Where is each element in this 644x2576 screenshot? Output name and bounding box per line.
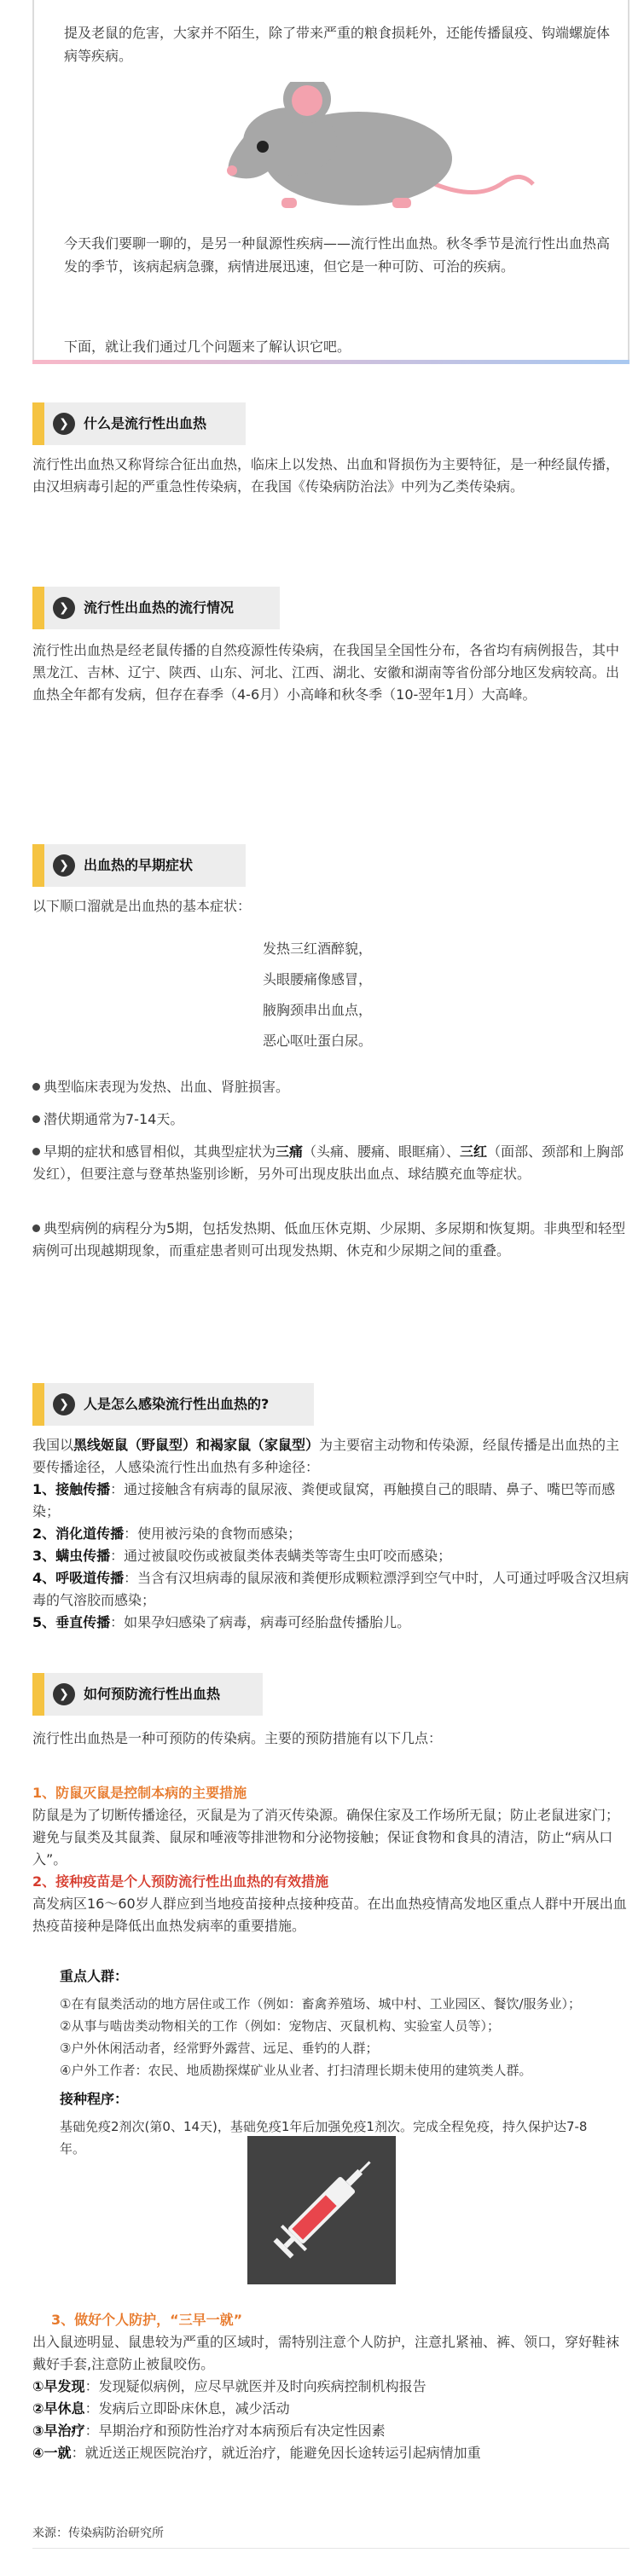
symptom-bullet-2: 潜伏期通常为7-14天。 [32,1109,629,1131]
section-title: 流行性出血热的流行情况 [84,599,235,616]
schedule-title: 接种程序： [60,2091,129,2107]
intro-paragraph-2: 今天我们要聊一聊的，是另一种鼠源性疾病——流行性出血热。秋冬季节是流行性出血热高发的季节，该病起病急骤，病情进展迅速，但它是一种可防、可治的疾病。 [64,235,611,275]
mouse-illustration [179,82,537,218]
key-group-item: ②从事与啮齿类动物相关的工作（例如：宠物店、灭鼠机构、实验室人员等）； [60,2018,500,2034]
bullet-icon [32,1224,40,1232]
source-credit: 来源：传染病防治研究所 [32,2527,164,2540]
syringe-icon [247,2136,396,2284]
rhyme-line: 腋胸颈串出血点， [263,1002,373,1018]
rhyme-line: 恶心呕吐蛋白尿。 [263,1033,373,1049]
section-2-body: 流行性出血热是经老鼠传播的自然疫源性传染病，在我国呈全国性分布，各省均有病例报告，其中黑龙江、吉林、辽宁、陕西、山东、河北、江西、湖北、安徽和湖南等省份部分地区发病较高。出血热全年都有发病，但存在春季（4-6月）小高峰和秋冬季（10-翌年1月）大高峰。 [32,642,620,703]
symptoms-rhyme [263,934,519,1056]
infection-body: 我国以黑线姬鼠（野鼠型）和褐家鼠（家鼠型）为主要宿主动物和传染源，经鼠传播是出血热的主要传播途径，人感染流行性出血热有多种途径： 1、接触传播：通过接触含有病毒的鼠尿液、粪便或鼠窝，再触摸自己的眼睛、鼻子、嘴巴等而感染； 2、消化道传播：使用被污染的食物而感染； 3、螨虫传播：通过被鼠咬伤或被鼠类体表螨类等寄生虫叮咬而感染； 4、呼吸道传播：当含有汉坦病毒的鼠尿液和粪便形成颗粒漂浮到空气中时，人可通过呼吸含汉坦病毒的气溶胶而感染； 5、垂直传播：如果孕妇感染了病毒，病毒可经胎盘传播胎儿。 [32,1434,629,1634]
intro-paragraph-3: 下面，就让我们通过几个问题来了解认识它吧。 [64,339,351,355]
symptom-bullet-4: 典型病例的病程分为5期，包括发热期、低血压休克期、少尿期、多尿期和恢复期。非典型和轻型病例可出现越期现象，而重症患者则可出现发热期、休克和少尿期之间的重叠。 [32,1220,626,1259]
section-title: 如何预防流行性出血热 [84,1686,221,1702]
bullet-icon [32,1148,40,1155]
prevention-measure-1: 1、防鼠灭鼠是控制本病的主要措施 防鼠是为了切断传播途径，灭鼠是为了消灭传染源。确保住家及工作场所无鼠；防止老鼠进家门；避免与鼠类及其鼠粪、鼠尿和唾液等排泄物和分泌物接触；保证食物和食具的清洁，防止“病从口入”。 2、接种疫苗是个人预防流行性出血热的有效措施 高发病区16～60岁人群应到当地疫苗接种点接种疫苗。在出血热疫情高发地区重点人群中开展出血热疫苗接种是降低出血热发病率的重要措施。 [32,1782,629,1937]
early-item: ②早休息：发病后立即卧床休息，减少活动 [32,2400,290,2417]
rhyme-line: 头眼腰痛像感冒， [263,971,373,987]
prevention-measure-3: 3、做好个人防护，“三早一就” 出入鼠迹明显、鼠患较为严重的区域时，需特别注意个人防护，注意扎紧袖、裤、领口，穿好鞋袜戴好手套,注意防止被鼠咬伤。 ①早发现：发现疑似病例，应尽早就医并及时向疾病控制机构报告 ②早休息：发病后立即卧床休息，减少活动 ③早治疗：早期治疗和预防性治疗对本病预后有决定性因素 ④一就：就近送正规医院治疗，就近治疗，能避免因长途转运引起病情加重 [32,2309,629,2464]
chevron-right-icon: ❯ [53,413,75,435]
key-groups-block [60,1965,606,2160]
route-item: 2、消化道传播：使用被污染的食物而感染； [32,1525,302,1542]
early-item: ④一就：就近送正规医院治疗，就近治疗，能避免因长途转运引起病情加重 [32,2445,481,2461]
bullet-icon [32,1115,40,1123]
section-accent-stripe [32,402,44,445]
intro-card [32,0,629,362]
symptom-bullet-3: 早期的症状和感冒相似，其典型症状为三痛（头痛、腰痛、眼眶痛）、三红（面部、颈部和上胸部发红），但要注意与登革热鉴别诊断，另外可出现皮肤出血点、球结膜充血等症状。 [32,1143,624,1182]
intro-divider [32,360,629,364]
route-item: 1、接触传播：通过接触含有病毒的鼠尿液、粪便或鼠窝，再触摸自己的眼睛、鼻子、嘴巴等而感染； [32,1481,616,1520]
measure-title: 1、防鼠灭鼠是控制本病的主要措施 [32,1785,247,1801]
prevention-intro: 流行性出血热是一种可预防的传染病。主要的预防措施有以下几点： [32,1730,443,1746]
rhyme-line: 发热三红酒醉貌， [263,941,373,957]
section-title: 什么是流行性出血热 [84,415,207,431]
early-item: ③早治疗：早期治疗和预防性治疗对本病预后有决定性因素 [32,2423,386,2439]
intro-paragraph-1: 提及老鼠的危害，大家并不陌生，除了带来严重的粮食损耗外，还能传播鼠疫、钩端螺旋体病等疾病。 [64,25,611,64]
symptoms-intro: 以下顺口溜就是出血热的基本症状： [32,898,252,914]
key-group-item: ③户外休闲活动者，经常野外露营、远足、垂钓的人群； [60,2041,379,2056]
section-1-body: 流行性出血热又称肾综合征出血热，临床上以发热、出血和肾损伤为主要特征，是一种经鼠传播，由汉坦病毒引起的严重急性传染病，在我国《传染病防治法》中列为乙类传染病。 [32,456,620,495]
route-item: 4、呼吸道传播：当含有汉坦病毒的鼠尿液和粪便形成颗粒漂浮到空气中时，人可通过呼吸含汉坦病毒的气溶胶而感染； [32,1570,629,1608]
key-groups-title: 重点人群： [60,1968,129,1984]
footer-divider [32,2548,629,2549]
measure-title: 3、做好个人防护，“三早一就” [51,2312,243,2328]
chevron-right-icon: ❯ [53,854,75,877]
early-item: ①早发现：发现疑似病例，应尽早就医并及时向疾病控制机构报告 [32,2378,426,2394]
section-title: 人是怎么感染流行性出血热的? [84,1396,270,1412]
chevron-right-icon: ❯ [53,597,75,619]
key-group-item: ④户外工作者：农民、地质勘探煤矿业从业者、打扫清理长期未使用的建筑类人群。 [60,2063,532,2078]
schedule-body: 基础免疫2剂次(第0、14天)，基础免疫1年后加强免疫1剂次。完成全程免疫，持久保护达7-8年。 [60,2119,588,2156]
key-group-item: ①在有鼠类活动的地方居住或工作（例如：畜禽养殖场、城中村、工业园区、餐饮/服务业）； [60,1996,582,2012]
chevron-right-icon: ❯ [53,1683,75,1705]
symptom-bullet-1: 典型临床表现为发热、出血、肾脏损害。 [32,1076,629,1098]
chevron-right-icon: ❯ [53,1393,75,1415]
route-item: 5、垂直传播：如果孕妇感染了病毒，病毒可经胎盘传播胎儿。 [32,1614,411,1630]
section-title: 出血热的早期症状 [84,857,194,873]
measure-title: 2、接种疫苗是个人预防流行性出血热的有效措施 [32,1873,329,1890]
route-item: 3、螨虫传播：通过被鼠咬伤或被鼠类体表螨类等寄生虫叮咬而感染； [32,1548,452,1564]
bullet-icon [32,1083,40,1091]
